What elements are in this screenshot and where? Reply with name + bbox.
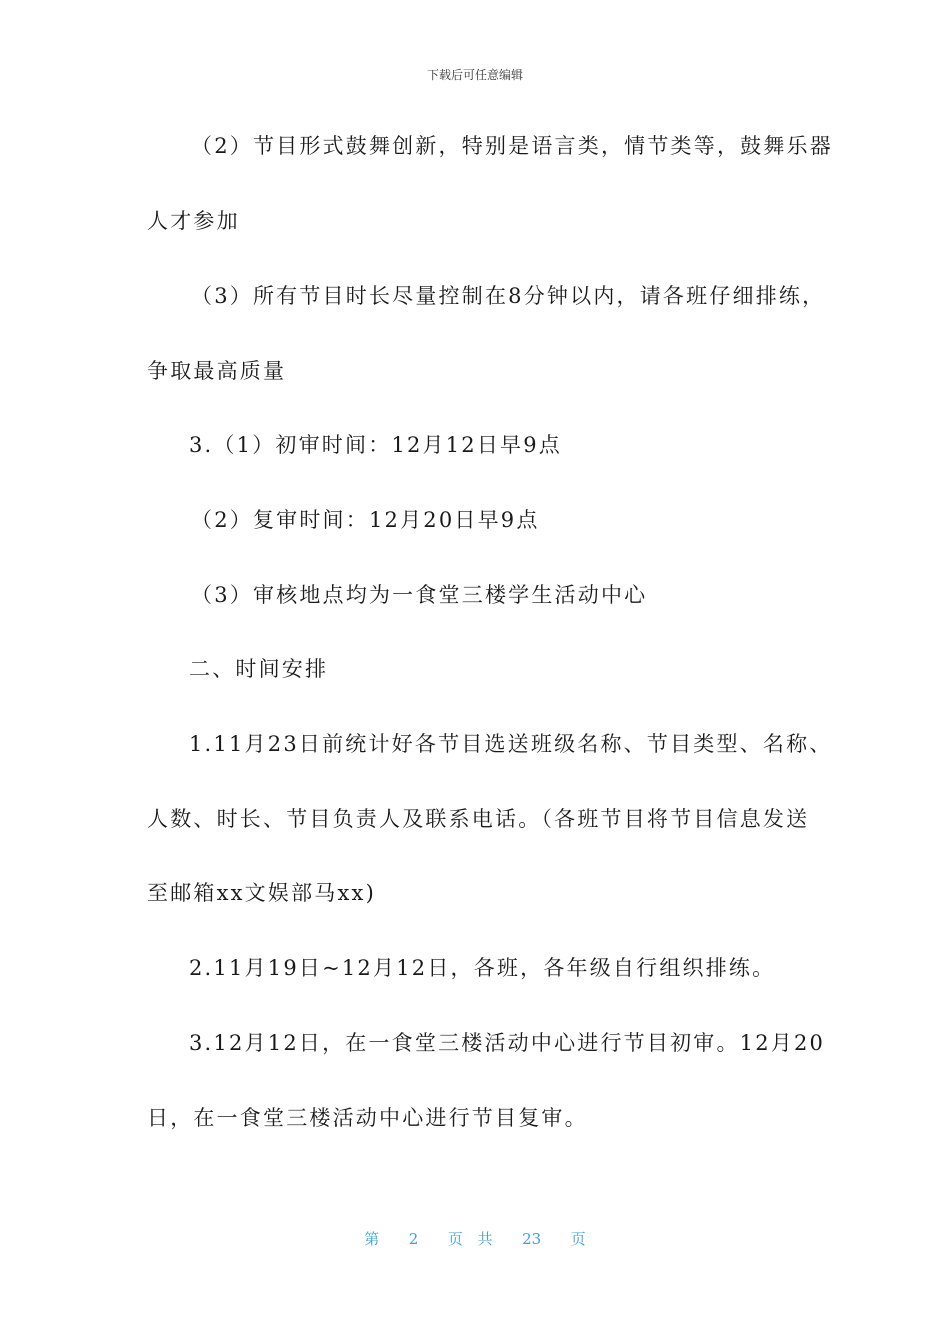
paragraph-line: 2.11月19日~12月12日，各班，各年级自行组织排练。: [189, 956, 776, 980]
paragraph-line: 至邮箱xx文娱部马xx): [147, 881, 376, 905]
paragraph-line: 人才参加: [147, 209, 240, 233]
paragraph-line: 3.12月12日，在一食堂三楼活动中心进行节目初审。12月20: [189, 1031, 826, 1055]
page-footer: 第 2 页 共 23 页: [364, 1230, 586, 1248]
paragraph-line: 3.（1）初审时间：12月12日早9点: [189, 433, 563, 457]
paragraph-line: 人数、时长、节目负责人及联系电话。（各班节目将节目信息发送: [147, 807, 810, 831]
paragraph-line: 争取最高质量: [147, 359, 287, 383]
paragraph-line: （2）节目形式鼓舞创新，特别是语言类，情节类等，鼓舞乐器: [191, 134, 833, 158]
page-header: 下载后可任意编辑: [426, 68, 523, 82]
section-heading: 二、时间安排: [189, 657, 329, 681]
paragraph-line: （3）审核地点均为一食堂三楼学生活动中心: [191, 583, 648, 607]
paragraph-line: 日，在一食堂三楼活动中心进行节目复审。: [147, 1106, 588, 1130]
paragraph-line: （3）所有节目时长尽量控制在8分钟以内，请各班仔细排练，: [191, 284, 826, 308]
paragraph-line: 1.11月23日前统计好各节目选送班级名称、节目类型、名称、: [189, 732, 833, 756]
paragraph-line: （2）复审时间：12月20日早9点: [191, 508, 540, 532]
